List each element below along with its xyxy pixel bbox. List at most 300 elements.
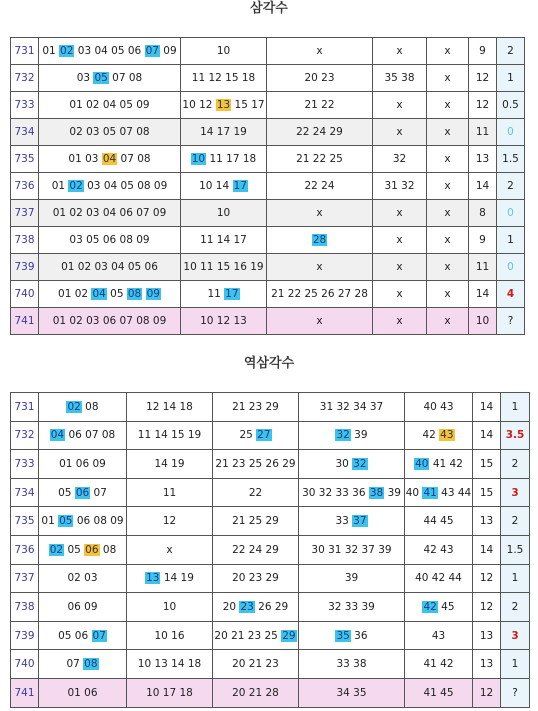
number-cell	[405, 678, 473, 707]
number-cell	[373, 200, 427, 227]
table-row	[11, 227, 525, 254]
number-text: 31 32	[384, 180, 415, 192]
number-text: 26 29	[254, 600, 289, 613]
number-cell	[127, 450, 213, 479]
number-cell	[299, 564, 405, 593]
number-cell	[473, 621, 501, 650]
number-text: 13	[475, 153, 490, 165]
number-text: x	[396, 288, 403, 300]
number-cell	[469, 119, 497, 146]
number-text: 11 14 15 19	[137, 429, 202, 442]
number-text: 14	[479, 543, 494, 556]
number-text: 15 17	[231, 99, 265, 111]
number-text: 01	[51, 180, 69, 192]
number-text: 44 45	[423, 515, 454, 528]
number-text: 09	[159, 45, 177, 57]
number-text: 40 43	[423, 400, 454, 413]
number-text: 05	[106, 288, 127, 300]
highlighted-number: 17	[233, 180, 247, 192]
number-cell	[427, 119, 469, 146]
number-cell	[213, 507, 299, 536]
round-number: 738	[11, 593, 39, 622]
number-cell	[267, 38, 373, 65]
score-cell: 0	[497, 200, 525, 227]
round-number: 741	[11, 678, 39, 707]
number-text: 20 23	[304, 72, 335, 84]
number-cell	[405, 421, 473, 450]
number-text: 12	[479, 686, 494, 699]
number-text: 10 16	[154, 629, 185, 642]
number-cell	[39, 119, 181, 146]
number-text: 11	[475, 126, 490, 138]
number-cell	[39, 200, 181, 227]
highlighted-number: 02	[60, 45, 74, 57]
number-text: 08	[81, 400, 99, 413]
round-number: 733	[11, 92, 39, 119]
round-number: 737	[11, 200, 39, 227]
number-cell	[127, 535, 213, 564]
number-text: 32	[392, 153, 407, 165]
number-text: 34 35	[336, 686, 367, 699]
number-text: 12	[479, 572, 494, 585]
number-cell	[405, 650, 473, 679]
number-cell	[267, 65, 373, 92]
highlighted-number: 28	[312, 234, 327, 246]
number-text: 41 42	[429, 457, 463, 470]
number-cell	[267, 281, 373, 308]
number-text: 22 24	[304, 180, 335, 192]
highlighted-number: 23	[240, 600, 254, 613]
number-cell	[213, 393, 299, 422]
round-number: 735	[11, 507, 39, 536]
number-text: 01 06	[67, 686, 98, 699]
number-cell	[405, 621, 473, 650]
number-text: 33	[335, 515, 353, 528]
round-number: 741	[11, 308, 39, 335]
number-cell	[427, 254, 469, 281]
score-cell: 1	[501, 564, 530, 593]
number-cell	[299, 650, 405, 679]
number-text: 01 02	[58, 288, 92, 300]
number-text: x	[444, 207, 451, 219]
number-cell	[267, 173, 373, 200]
round-number: 738	[11, 227, 39, 254]
number-cell	[299, 535, 405, 564]
number-text: 10	[216, 207, 231, 219]
number-cell	[181, 38, 267, 65]
round-number: 739	[11, 254, 39, 281]
number-text: 11	[207, 288, 225, 300]
number-cell	[469, 146, 497, 173]
number-cell	[427, 65, 469, 92]
number-text: x	[444, 180, 451, 192]
number-cell	[127, 593, 213, 622]
number-text: 30 31 32 37 39	[311, 543, 392, 556]
number-text: 22 24 29	[232, 543, 279, 556]
table-row	[11, 65, 525, 92]
score-cell: 2	[497, 173, 525, 200]
number-cell	[39, 281, 181, 308]
number-cell	[405, 564, 473, 593]
number-cell	[127, 678, 213, 707]
reverse-triangle-table	[10, 392, 530, 708]
table-row	[11, 478, 530, 507]
round-number: 740	[11, 650, 39, 679]
number-text: x	[444, 126, 451, 138]
score-cell: 2	[497, 38, 525, 65]
number-text: 30	[335, 457, 353, 470]
title-triangle: 삼각수	[250, 1, 288, 16]
number-text: 15	[479, 486, 494, 499]
number-cell	[39, 564, 127, 593]
number-cell	[39, 650, 127, 679]
number-cell	[39, 678, 127, 707]
number-cell	[299, 593, 405, 622]
number-text: x	[396, 234, 403, 246]
number-cell	[127, 478, 213, 507]
number-cell	[299, 621, 405, 650]
number-cell	[473, 478, 501, 507]
number-text: 02 03	[67, 572, 98, 585]
table-row	[11, 200, 525, 227]
number-text: x	[396, 99, 403, 111]
number-text: 01 02 03 04 05 06	[61, 261, 158, 273]
highlighted-number: 05	[59, 515, 73, 528]
number-text: x	[396, 207, 403, 219]
number-text: 20	[222, 600, 240, 613]
number-cell	[373, 65, 427, 92]
score-cell: 1	[497, 65, 525, 92]
number-text: 10	[216, 45, 231, 57]
highlighted-number: 40	[415, 457, 429, 470]
number-text: 14	[479, 429, 494, 442]
number-cell	[473, 421, 501, 450]
number-text: 21 23 25 26 29	[215, 457, 296, 470]
number-cell	[267, 308, 373, 335]
number-cell	[473, 593, 501, 622]
highlighted-number: 43	[440, 429, 454, 442]
number-cell	[405, 535, 473, 564]
number-cell	[39, 38, 181, 65]
round-number: 731	[11, 38, 39, 65]
number-cell	[213, 421, 299, 450]
number-cell	[39, 507, 127, 536]
number-cell	[127, 393, 213, 422]
highlighted-number: 08	[84, 658, 98, 671]
number-text: 01	[41, 515, 59, 528]
number-text: 43 44	[437, 486, 472, 499]
highlighted-number: 32	[353, 457, 367, 470]
highlighted-number: 17	[225, 288, 239, 300]
score-cell: 1	[501, 650, 530, 679]
number-cell	[181, 173, 267, 200]
number-cell	[39, 146, 181, 173]
number-cell	[213, 450, 299, 479]
number-cell	[299, 421, 405, 450]
number-cell	[39, 593, 127, 622]
highlighted-number: 29	[282, 629, 296, 642]
number-text: 9	[479, 234, 486, 246]
number-cell	[39, 450, 127, 479]
number-cell	[181, 227, 267, 254]
number-text: 11 17 18	[206, 153, 257, 165]
round-number: 736	[11, 535, 39, 564]
number-cell	[469, 308, 497, 335]
title-reverse-triangle: 역삼각수	[243, 356, 295, 371]
highlighted-number: 08	[127, 288, 142, 300]
number-text: 05	[64, 543, 85, 556]
number-cell	[469, 254, 497, 281]
number-cell	[267, 227, 373, 254]
number-cell	[213, 621, 299, 650]
number-cell	[39, 421, 127, 450]
number-cell	[473, 535, 501, 564]
highlighted-number: 06	[75, 486, 90, 499]
number-text: x	[316, 315, 323, 327]
number-text: x	[444, 99, 451, 111]
number-text: 35 38	[384, 72, 415, 84]
highlighted-number: 04	[50, 429, 65, 442]
number-text: 11 14 17	[200, 234, 247, 246]
number-text: x	[396, 315, 403, 327]
number-text: x	[166, 543, 173, 556]
table-row	[11, 38, 525, 65]
round-number: 731	[11, 393, 39, 422]
number-cell	[267, 146, 373, 173]
score-cell: ?	[501, 678, 530, 707]
number-cell	[127, 421, 213, 450]
score-cell: 1.5	[501, 535, 530, 564]
number-cell	[469, 173, 497, 200]
table-row	[11, 119, 525, 146]
number-text: 13	[479, 658, 494, 671]
number-cell	[127, 650, 213, 679]
number-text: 21 25 29	[232, 515, 279, 528]
number-text: 22	[248, 486, 263, 499]
number-text: 21 22 25 26 27 28	[271, 288, 368, 300]
number-cell	[39, 92, 181, 119]
score-cell: 3	[501, 478, 530, 507]
number-text: 32 33 39	[328, 600, 375, 613]
table-row	[11, 308, 525, 335]
table-row	[11, 678, 530, 707]
number-text: 42 43	[423, 543, 454, 556]
number-cell	[469, 200, 497, 227]
number-text: 12 14 18	[146, 400, 193, 413]
number-text: 06 09	[67, 600, 98, 613]
number-cell	[473, 564, 501, 593]
number-text: 01	[42, 45, 60, 57]
number-text: 13	[479, 515, 494, 528]
number-text: 39	[350, 429, 368, 442]
number-cell	[39, 227, 181, 254]
number-cell	[405, 450, 473, 479]
number-text: 12	[162, 515, 177, 528]
highlighted-number: 04	[92, 288, 106, 300]
number-cell	[127, 507, 213, 536]
number-cell	[473, 507, 501, 536]
score-cell: 4	[497, 281, 525, 308]
number-cell	[181, 146, 267, 173]
highlighted-number: 02	[69, 180, 83, 192]
number-cell	[181, 119, 267, 146]
number-text: 03	[76, 72, 94, 84]
number-text: 45	[437, 600, 455, 613]
number-text: 15	[479, 457, 494, 470]
number-cell	[181, 281, 267, 308]
table-row	[11, 621, 530, 650]
score-cell: 2	[501, 450, 530, 479]
round-number: 734	[11, 478, 39, 507]
number-text: 10	[475, 315, 490, 327]
number-text: 25	[239, 429, 257, 442]
number-text: x	[316, 261, 323, 273]
number-cell	[427, 227, 469, 254]
score-cell: 1	[501, 393, 530, 422]
number-text: 14 19	[154, 457, 185, 470]
number-cell	[373, 281, 427, 308]
number-cell	[373, 227, 427, 254]
number-text: 07	[66, 658, 84, 671]
number-cell	[39, 393, 127, 422]
number-text: 20 21 28	[232, 686, 279, 699]
highlighted-number: 07	[92, 629, 106, 642]
score-cell: 0	[497, 119, 525, 146]
number-text: 01 02 03 06 07 08 09	[52, 315, 167, 327]
number-cell	[213, 678, 299, 707]
number-cell	[39, 173, 181, 200]
round-number: 733	[11, 450, 39, 479]
number-text: 13	[479, 629, 494, 642]
number-cell	[267, 254, 373, 281]
number-cell	[267, 200, 373, 227]
highlighted-number: 10	[191, 153, 206, 165]
table-row	[11, 281, 525, 308]
number-text: 40	[405, 486, 423, 499]
number-text: 10 17 18	[146, 686, 193, 699]
number-text: 05	[58, 486, 75, 499]
number-text: 01 03	[68, 153, 102, 165]
number-text: 01 02 04 05 09	[69, 99, 150, 111]
highlighted-number: 42	[423, 600, 437, 613]
number-text: x	[444, 261, 451, 273]
number-text: 21 22	[304, 99, 335, 111]
number-cell	[427, 281, 469, 308]
number-text: 41 42	[423, 658, 454, 671]
score-cell: 0.5	[497, 92, 525, 119]
number-cell	[299, 678, 405, 707]
number-text: x	[396, 261, 403, 273]
number-cell	[373, 92, 427, 119]
number-text: 07 08	[108, 72, 143, 84]
number-cell	[469, 65, 497, 92]
number-text: 06 07 08	[65, 429, 116, 442]
number-text: 14 19	[160, 572, 194, 585]
number-text: 02 03 05 07 08	[69, 126, 150, 138]
highlighted-number: 13	[146, 572, 160, 585]
highlighted-number: 06	[85, 543, 99, 556]
number-cell	[473, 650, 501, 679]
number-cell	[39, 621, 127, 650]
number-cell	[473, 450, 501, 479]
highlighted-number: 37	[353, 515, 367, 528]
number-cell	[127, 564, 213, 593]
number-cell	[473, 393, 501, 422]
highlighted-number: 32	[336, 429, 350, 442]
number-cell	[127, 621, 213, 650]
table-row	[11, 507, 530, 536]
number-text: 08	[99, 543, 117, 556]
table-row	[11, 535, 530, 564]
number-cell	[181, 65, 267, 92]
number-text: x	[444, 288, 451, 300]
number-text: 03 05 06 08 09	[69, 234, 150, 246]
number-cell	[39, 254, 181, 281]
number-text: 42	[422, 429, 440, 442]
number-text: 07	[90, 486, 107, 499]
number-cell	[39, 535, 127, 564]
number-text: 03 04 05 06	[74, 45, 145, 57]
number-text: 01 02 03 04 06 07 09	[52, 207, 167, 219]
number-cell	[267, 119, 373, 146]
number-text: 8	[479, 207, 486, 219]
number-text: 21 22 25	[296, 153, 343, 165]
table-row	[11, 173, 525, 200]
score-cell: 1	[497, 227, 525, 254]
table-row	[11, 146, 525, 173]
table-row	[11, 650, 530, 679]
number-cell	[299, 393, 405, 422]
number-text: 12	[479, 600, 494, 613]
round-number: 732	[11, 421, 39, 450]
score-cell: 2	[501, 593, 530, 622]
highlighted-number: 35	[336, 629, 350, 642]
number-text: 11	[475, 261, 490, 273]
number-text: 41 45	[423, 686, 454, 699]
round-number: 740	[11, 281, 39, 308]
number-text: 10 11 15 16 19	[183, 261, 264, 273]
number-cell	[373, 254, 427, 281]
number-cell	[469, 92, 497, 119]
number-text: x	[316, 207, 323, 219]
number-cell	[181, 254, 267, 281]
number-cell	[427, 308, 469, 335]
highlighted-number: 38	[369, 486, 384, 499]
score-cell: 3	[501, 621, 530, 650]
round-number: 734	[11, 119, 39, 146]
number-cell	[405, 507, 473, 536]
number-cell	[373, 146, 427, 173]
number-text: 14 17 19	[200, 126, 247, 138]
number-cell	[267, 92, 373, 119]
number-text: 07 08	[117, 153, 151, 165]
number-cell	[213, 478, 299, 507]
score-cell: 1.5	[497, 146, 525, 173]
triangle-table	[10, 37, 525, 335]
number-cell	[39, 478, 127, 507]
number-cell	[213, 535, 299, 564]
number-cell	[469, 281, 497, 308]
number-cell	[427, 146, 469, 173]
number-cell	[373, 119, 427, 146]
number-text: 14	[479, 400, 494, 413]
table-row	[11, 593, 530, 622]
number-text: 03 04 05 08 09	[83, 180, 168, 192]
number-text: x	[444, 45, 451, 57]
number-cell	[469, 38, 497, 65]
number-text: x	[444, 315, 451, 327]
number-text: 22 24 29	[296, 126, 343, 138]
